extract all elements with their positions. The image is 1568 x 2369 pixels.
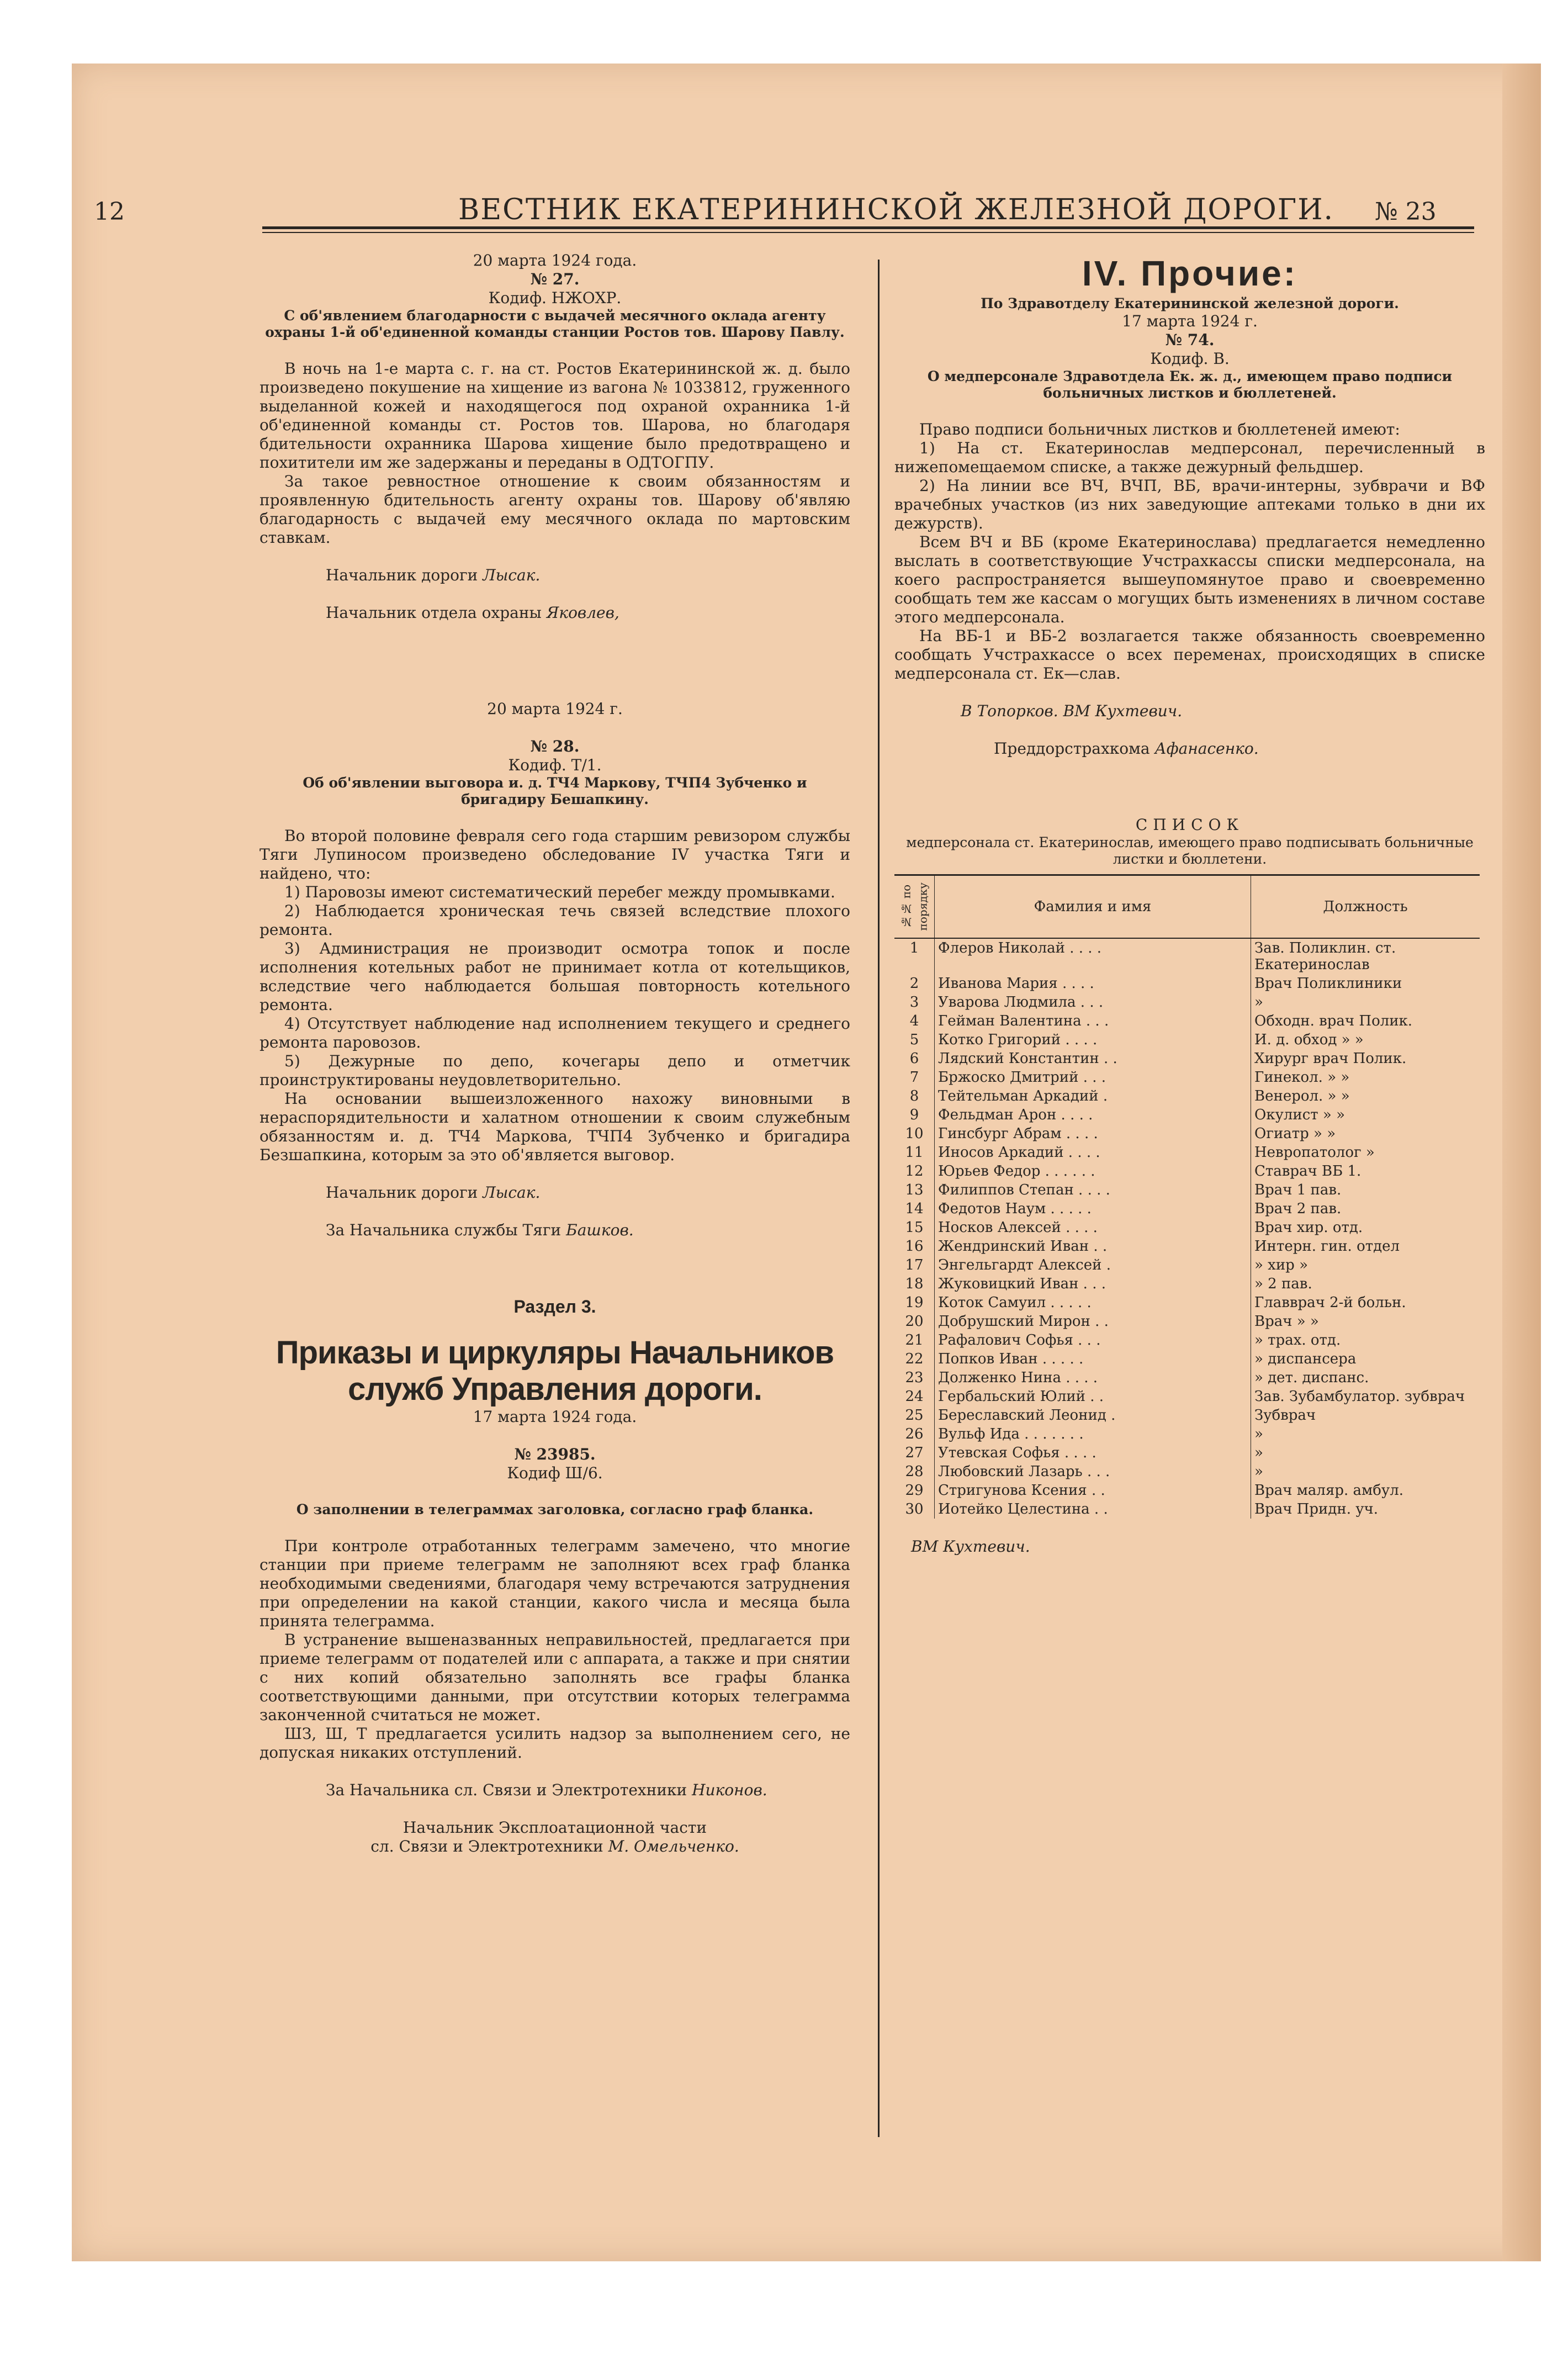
order-28-text-2: На основании вышеизложенного нахожу виновными в нераспорядительности и халатном отношении к своим служебным обязанностям и. д. ТЧ4 Маркова, ТЧП4 Зубченко и бригадира Безшапкина, которым за это об'является выговор.: [259, 1090, 850, 1164]
order-23985-signature-role-1: Начальник Эксплоатационной части: [402, 1818, 707, 1837]
column-header-number: №№ по порядку: [894, 875, 935, 939]
staff-name: Гейман Валентина . . .: [935, 1012, 1251, 1030]
signature-role: За Начальника сл. Связи и Электротехники: [326, 1781, 687, 1799]
column-header-position: Должность: [1251, 875, 1480, 939]
staff-position: Хирург врач Полик.: [1254, 1050, 1407, 1067]
order-27-text-2: За такое ревностное отношение к своим обязанностям и проявленную бдительность агенту охраны тов. Шарову об'являю благодарность с выдачей ему месячного оклада по мартовским ставкам.: [259, 472, 850, 547]
header-rule-thin: [262, 232, 1474, 233]
order-28-text: Во второй половине февраля сего года старшим ревизором службы Тяги Лупиносом произведено обследование IV участка Тяги и найдено, что:: [259, 827, 850, 882]
row-number: 4: [894, 1012, 935, 1030]
department: По Здравотделу Екатерининской железной дороги.: [981, 295, 1399, 311]
staff-position: »: [1254, 994, 1263, 1011]
order-74-number: № 74.: [1165, 331, 1215, 349]
row-number: 23: [894, 1368, 935, 1387]
staff-name: Носков Алексей . . . .: [935, 1218, 1251, 1237]
order-23985-signature: [259, 1781, 850, 1800]
table-row: [894, 1443, 1480, 1462]
staff-name: Долженко Нина . . . .: [935, 1368, 1251, 1387]
order-74-text-5: На ВБ-1 и ВБ-2 возлагается также обязанность своевременно сообщать Учстрахкассе о всех переменах, происходящих в списке медперсонала ст. Ек—слав.: [894, 627, 1485, 683]
staff-position: » хир »: [1254, 1257, 1308, 1273]
staff-position: Интерн. гин. отдел: [1254, 1238, 1400, 1255]
order-27-date: 20 марта 1924 года.: [473, 251, 637, 269]
staff-position: Врач Поликлиники: [1254, 975, 1402, 992]
order-27-heading: С об'явлением благодарности с выдачей месячного оклада агенту охраны 1-й об'единенной команды станции Ростов тов. Шарову Павлу.: [265, 308, 845, 340]
order-28-code: Кодиф. Т/1.: [508, 756, 602, 774]
row-number: 10: [894, 1124, 935, 1143]
staff-position: Ставрач ВБ 1.: [1254, 1163, 1362, 1180]
right-column: [894, 251, 1485, 1556]
row-number: 2: [894, 974, 935, 993]
row-number: 24: [894, 1387, 935, 1406]
table-row: [894, 1406, 1480, 1425]
row-number: 26: [894, 1425, 935, 1443]
table-row: [894, 1256, 1480, 1275]
staff-position: » 2 пав.: [1254, 1276, 1312, 1292]
table-row: [894, 1162, 1480, 1181]
table-row: [894, 1181, 1480, 1199]
row-number: 20: [894, 1312, 935, 1331]
order-23985-number: № 23985.: [514, 1445, 596, 1463]
staff-position: Невропатолог »: [1254, 1144, 1375, 1161]
list-subtitle: медперсонала ст. Екатеринослав, имеющего право подписывать больничные листки и бюллетени.: [906, 834, 1474, 867]
staff-position: Главврач 2-й больн.: [1254, 1294, 1406, 1311]
table-row: [894, 1143, 1480, 1162]
order-23985-code: Кодиф Ш/6.: [507, 1464, 603, 1482]
staff-name: Коток Самуил . . . . .: [935, 1293, 1251, 1312]
staff-name: Утевская Софья . . . .: [935, 1443, 1251, 1462]
header-rule: [262, 226, 1474, 229]
staff-position: Зубврач: [1254, 1407, 1316, 1424]
order-27-signature-2: [259, 604, 850, 622]
staff-name: Лядский Константин . .: [935, 1049, 1251, 1068]
row-number: 5: [894, 1030, 935, 1049]
staff-position: Обходн. врач Полик.: [1254, 1013, 1413, 1029]
row-number: 18: [894, 1275, 935, 1293]
order-23985-text-3: ШЗ, Ш, Т предлагается усилить надзор за выполнением сего, не допуская никаких отступлений.: [259, 1725, 850, 1762]
staff-position: Врач 1 пав.: [1254, 1182, 1342, 1198]
signature-name: Башков.: [566, 1221, 634, 1239]
signature-name: Афанасенко.: [1154, 739, 1259, 758]
staff-position: »: [1254, 1426, 1263, 1442]
staff-name: Юрьев Федор . . . . . .: [935, 1162, 1251, 1181]
order-28-signature: [259, 1183, 850, 1202]
row-number: 28: [894, 1462, 935, 1481]
staff-name: Добрушский Мирон . .: [935, 1312, 1251, 1331]
row-number: 22: [894, 1350, 935, 1368]
order-28-date: 20 марта 1924 г.: [487, 700, 623, 718]
signature-role: Преддорстрахкома: [994, 739, 1150, 758]
order-23985-heading: О заполнении в телеграммах заголовка, согласно граф бланка.: [296, 1501, 814, 1517]
table-row: [894, 1030, 1480, 1049]
table-row: [894, 938, 1480, 974]
staff-name: Вульф Ида . . . . . . .: [935, 1425, 1251, 1443]
page-number: 12: [94, 198, 125, 226]
staff-name: Гинсбург Абрам . . . .: [935, 1124, 1251, 1143]
section-iv-title: IV. Прочие:: [1082, 253, 1298, 293]
staff-name: Федотов Наум . . . . .: [935, 1199, 1251, 1218]
order-23985-text: При контроле отработанных телеграмм замечено, что многие станции при приеме телеграмм не заполняют всех граф бланка необходимыми сведениями, благодаря чему встречаются затруднения при определении на какой станции, какого числа и месяца была принята телеграмма.: [259, 1537, 850, 1630]
list-signature: ВМ Кухтевич.: [911, 1537, 1030, 1556]
signature-role: сл. Связи и Электротехники: [370, 1837, 603, 1855]
staff-position: Врач маляр. амбул.: [1254, 1482, 1403, 1499]
staff-position: Окулист » »: [1254, 1107, 1345, 1123]
row-number: 3: [894, 993, 935, 1012]
table-row: [894, 1199, 1480, 1218]
row-number: 16: [894, 1237, 935, 1256]
table-row: [894, 1425, 1480, 1443]
table-row: [894, 1293, 1480, 1312]
row-number: 13: [894, 1181, 935, 1199]
row-number: 21: [894, 1331, 935, 1350]
row-number: 29: [894, 1481, 935, 1500]
order-74-text-2: 1) На ст. Екатеринослав медперсонал, перечисленный в нижепомещаемом списке, а также дежурный фельдшер.: [894, 439, 1485, 476]
row-number: 12: [894, 1162, 935, 1181]
order-28-number: № 28.: [530, 737, 580, 755]
staff-name: Жуковицкий Иван . . .: [935, 1275, 1251, 1293]
row-number: 25: [894, 1406, 935, 1425]
staff-name: Фельдман Арон . . . .: [935, 1106, 1251, 1124]
signature-name: Лысак.: [483, 566, 541, 584]
row-number: 19: [894, 1293, 935, 1312]
signature-name: Яковлев,: [546, 604, 619, 622]
staff-position: И. д. обход » »: [1254, 1032, 1364, 1048]
staff-name: Любовский Лазарь . . .: [935, 1462, 1251, 1481]
column-divider: [878, 260, 880, 2137]
table-row: [894, 1462, 1480, 1481]
row-number: 1: [894, 938, 935, 974]
staff-name: Филиппов Степан . . . .: [935, 1181, 1251, 1199]
section-label: Раздел 3.: [513, 1297, 596, 1316]
staff-position: »: [1254, 1463, 1263, 1480]
table-row: [894, 1237, 1480, 1256]
staff-name: Иотейко Целестина . .: [935, 1500, 1251, 1519]
row-number: 14: [894, 1199, 935, 1218]
table-row: [894, 1350, 1480, 1368]
staff-name: Попков Иван . . . . .: [935, 1350, 1251, 1368]
table-row: [894, 1481, 1480, 1500]
signature-role: Начальник отдела охраны: [326, 604, 542, 622]
staff-name: Береславский Леонид .: [935, 1406, 1251, 1425]
table-row: [894, 1331, 1480, 1350]
staff-position: Гинекол. » »: [1254, 1069, 1350, 1086]
table-row: [894, 1106, 1480, 1124]
signature-name: Лысак.: [483, 1183, 541, 1202]
staff-position: Зав. Зубамбулатор. зубврач: [1254, 1388, 1465, 1405]
staff-name: Тейтельман Аркадий .: [935, 1087, 1251, 1106]
newspaper-title: ВЕСТНИК ЕКАТЕРИНИНСКОЙ ЖЕЛЕЗНОЙ ДОРОГИ.: [458, 193, 1334, 226]
order-28-item-4: 4) Отсутствует наблюдение над исполнением текущего и среднего ремонта паровозов.: [259, 1014, 850, 1051]
row-number: 6: [894, 1049, 935, 1068]
list-title: СПИСОК: [1135, 816, 1244, 834]
row-number: 17: [894, 1256, 935, 1275]
table-row: [894, 1012, 1480, 1030]
order-28-heading: Об об'явлении выговора и. д. ТЧ4 Маркову, ТЧП4 Зубченко и бригадиру Бешапкину.: [303, 775, 807, 807]
order-27-number: № 27.: [530, 270, 580, 288]
staff-position: Врач Придн. уч.: [1254, 1501, 1378, 1517]
row-number: 7: [894, 1068, 935, 1087]
staff-name: Бржоско Дмитрий . . .: [935, 1068, 1251, 1087]
signature-name: Никонов.: [692, 1781, 767, 1799]
staff-position: » трах. отд.: [1254, 1332, 1341, 1349]
table-row: [894, 1218, 1480, 1237]
table-body: [894, 938, 1480, 1519]
table-row: [894, 1312, 1480, 1331]
order-28-item-2: 2) Наблюдается хроническая течь связей вследствие плохого ремонта.: [259, 902, 850, 939]
section-title: Приказы и циркуляры Начальников служб Управления дороги.: [276, 1335, 834, 1407]
issue-number: № 23: [1375, 198, 1437, 226]
staff-name: Гербальский Юлий . .: [935, 1387, 1251, 1406]
staff-position: Огиатр » »: [1254, 1125, 1336, 1142]
table-row: [894, 993, 1480, 1012]
order-74-text: Право подписи больничных листков и бюллетеней имеют:: [919, 420, 1400, 438]
staff-position: »: [1254, 1445, 1263, 1461]
table-row: [894, 1500, 1480, 1519]
row-number: 11: [894, 1143, 935, 1162]
order-28-item-1: 1) Паровозы имеют систематический перебег между промывками.: [284, 883, 835, 901]
table-header-row: [894, 875, 1480, 939]
signature-role: Начальник дороги: [326, 1183, 478, 1202]
staff-position: Врач » »: [1254, 1313, 1319, 1330]
column-header-name: Фамилия и имя: [935, 875, 1251, 939]
row-number: 27: [894, 1443, 935, 1462]
row-number: 9: [894, 1106, 935, 1124]
order-27-code: Кодиф. НЖОХР.: [488, 289, 622, 307]
staff-name: Иванова Мария . . . .: [935, 974, 1251, 993]
staff-name: Энгельгардт Алексей .: [935, 1256, 1251, 1275]
order-74-code: Кодиф. В.: [1150, 350, 1230, 368]
table-row: [894, 1275, 1480, 1293]
table-row: [894, 1387, 1480, 1406]
order-74-text-3: 2) На линии все ВЧ, ВЧП, ВБ, врачи-интерны, зубврачи и ВФ врачебных участков (из них заведующие аптеками только в дни их дежурств).: [894, 477, 1485, 532]
staff-position: » дет. диспанс.: [1254, 1369, 1369, 1386]
staff-table: [894, 874, 1480, 1519]
order-74-heading: О медперсонале Здравотдела Ек. ж. д., имеющем право подписи больничных листков и бюллетеней.: [927, 368, 1453, 401]
staff-position: » диспансера: [1254, 1351, 1357, 1367]
order-28-item-3: 3) Администрация не производит осмотра топок и после исполнения котельных работ не принимает котла от котельщиков, вследствие чего наблюдается большая повторность котельного ремонта.: [259, 939, 850, 1014]
left-column: [259, 251, 850, 1856]
table-row: [894, 974, 1480, 993]
staff-name: Рафалович Софья . . .: [935, 1331, 1251, 1350]
staff-name: Стригунова Ксения . .: [935, 1481, 1251, 1500]
order-74-text-4: Всем ВЧ и ВБ (кроме Екатеринослава) предлагается немедленно выслать в соответствующие Учстрахкассы списки медперсонала, на коего распространяется вышеупомянутое право и своевременно сообщать тем же кассам о могущих быть изменениях в личном составе этого медперсонала.: [894, 533, 1485, 626]
staff-position: Врач хир. отд.: [1254, 1219, 1363, 1236]
row-number: 8: [894, 1087, 935, 1106]
row-number: 15: [894, 1218, 935, 1237]
page-fold: [1502, 64, 1541, 2261]
table-row: [894, 1068, 1480, 1087]
table-row: [894, 1124, 1480, 1143]
order-74-signature: В Топорков. ВМ Кухтевич.: [961, 702, 1183, 720]
order-74-signature-2: [894, 739, 1485, 758]
signature-name: М. Омельченко.: [608, 1837, 739, 1855]
order-28-item-5: 5) Дежурные по депо, кочегары депо и отметчик проинструктированы неудовлетворительно.: [259, 1052, 850, 1089]
row-number: 30: [894, 1500, 935, 1519]
staff-position: Зав. Поликлин. ст. Екатеринослав: [1254, 940, 1396, 973]
order-23985-signature-2: [259, 1837, 850, 1856]
staff-position: Венерол. » »: [1254, 1088, 1350, 1104]
table-row: [894, 1049, 1480, 1068]
staff-position: Врач 2 пав.: [1254, 1201, 1342, 1217]
staff-name: Иносов Аркадий . . . .: [935, 1143, 1251, 1162]
signature-role: За Начальника службы Тяги: [326, 1221, 561, 1239]
signature-role: Начальник дороги: [326, 566, 478, 584]
staff-name: Флеров Николай . . . .: [935, 938, 1251, 974]
staff-name: Котко Григорий . . . .: [935, 1030, 1251, 1049]
order-28-signature-2: [259, 1221, 850, 1240]
table-row: [894, 1087, 1480, 1106]
order-74-date: 17 марта 1924 г.: [1122, 312, 1258, 330]
order-27-text: В ночь на 1-е марта с. г. на ст. Ростов Екатерининской ж. д. было произведено покушение на хищение из вагона № 1033812, груженного выделанной кожей и находящегося под охраной охранника 1-й об'единенной команды ст. Ростов тов. Шарова, но благодаря бдительности охранника Шарова хищение было предотвращено и похитители им же задержаны и переданы в ОДТОГПУ.: [259, 359, 850, 472]
order-23985-text-2: В устранение вышеназванных неправильностей, предлагается при приеме телеграмм от подателей или с аппарата, а также и при снятии с них копий обязательно заполнять все графы бланка соответствующими данными, при отсутствии которых телеграмма законченной считаться не может.: [259, 1631, 850, 1724]
order-27-signature: [259, 566, 850, 585]
table-row: [894, 1368, 1480, 1387]
order-23985-date: 17 марта 1924 года.: [473, 1408, 637, 1426]
staff-name: Уварова Людмила . . .: [935, 993, 1251, 1012]
staff-name: Жендринский Иван . .: [935, 1237, 1251, 1256]
